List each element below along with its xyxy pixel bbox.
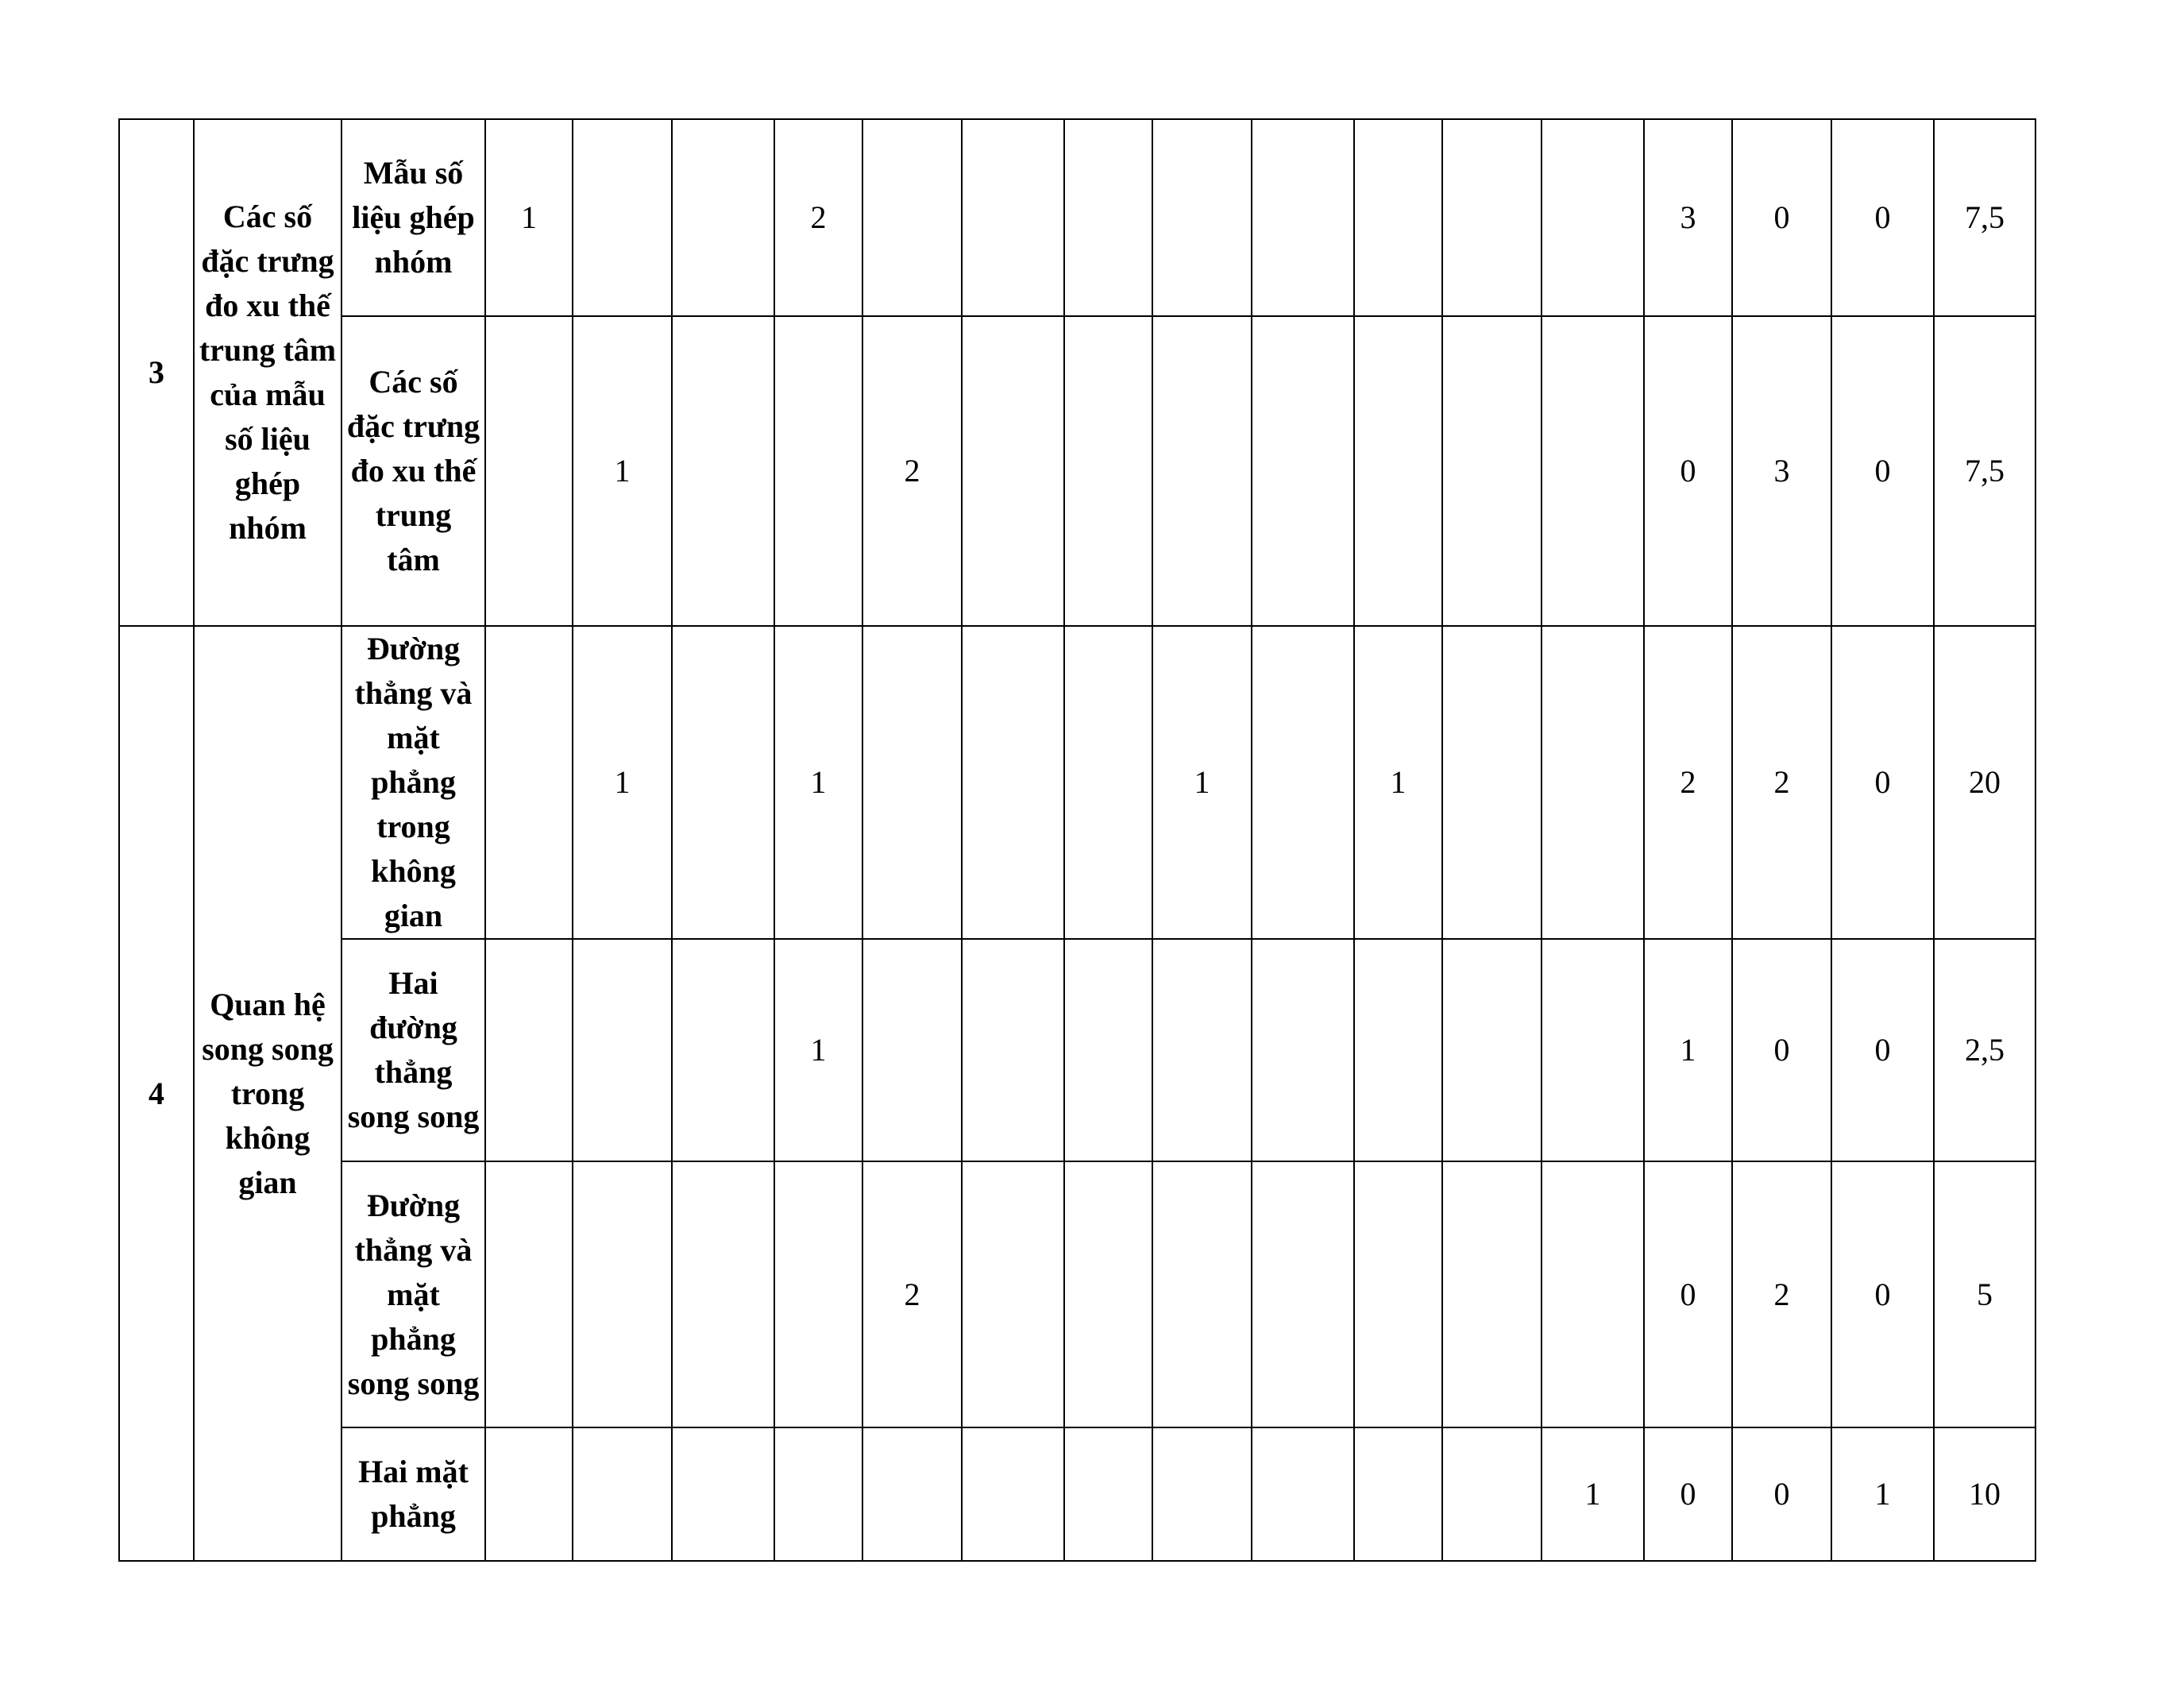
value-cell [1064, 939, 1152, 1161]
value-cell [1542, 1161, 1644, 1427]
value-cell: 0 [1831, 626, 1934, 939]
value-cell: 2 [1732, 626, 1831, 939]
value-cell [1542, 939, 1644, 1161]
value-cell: 5 [1934, 1161, 2035, 1427]
value-cell [962, 316, 1064, 626]
value-cell [1064, 1161, 1152, 1427]
value-cell [774, 1161, 862, 1427]
value-cell: 0 [1831, 316, 1934, 626]
value-cell [1542, 119, 1644, 316]
value-cell: 0 [1644, 1427, 1732, 1561]
value-cell [573, 1161, 672, 1427]
value-cell [1442, 1161, 1542, 1427]
value-cell [1542, 626, 1644, 939]
value-cell: 1 [1354, 626, 1442, 939]
value-cell [573, 119, 672, 316]
value-cell: 0 [1732, 939, 1831, 1161]
value-cell [485, 939, 573, 1161]
value-cell [962, 1427, 1064, 1561]
value-cell [1252, 316, 1354, 626]
value-cell: 3 [1644, 119, 1732, 316]
value-cell [1064, 1427, 1152, 1561]
value-cell [962, 939, 1064, 1161]
value-cell: 0 [1831, 119, 1934, 316]
value-cell: 0 [1732, 1427, 1831, 1561]
subtopic-cell: Đường thẳng và mặt phẳng trong không gian [341, 626, 485, 939]
subtopic-cell: Các số đặc trưng đo xu thế trung tâm [341, 316, 485, 626]
row-number-cell: 4 [119, 626, 194, 1561]
value-cell [573, 1427, 672, 1561]
value-cell: 1 [485, 119, 573, 316]
topic-cell: Quan hệ song song trong không gian [194, 626, 341, 1561]
value-cell [1252, 939, 1354, 1161]
exam-matrix-table [118, 118, 2036, 1562]
table-row [119, 626, 2035, 939]
value-cell: 1 [1831, 1427, 1934, 1561]
value-cell: 1 [573, 316, 672, 626]
value-cell: 0 [1644, 1161, 1732, 1427]
value-cell [1442, 626, 1542, 939]
value-cell [962, 119, 1064, 316]
value-cell [672, 316, 774, 626]
value-cell: 2 [862, 316, 962, 626]
value-cell [1442, 939, 1542, 1161]
value-cell [862, 1427, 962, 1561]
value-cell [1252, 119, 1354, 316]
value-cell [573, 939, 672, 1161]
table-row [119, 316, 2035, 626]
table-row [119, 119, 2035, 316]
row-number-cell: 3 [119, 119, 194, 626]
value-cell: 1 [774, 939, 862, 1161]
value-cell [1252, 1161, 1354, 1427]
topic-cell: Các số đặc trưng đo xu thế trung tâm của mẫu số liệu ghép nhóm [194, 119, 341, 626]
value-cell [1354, 119, 1442, 316]
value-cell: 2,5 [1934, 939, 2035, 1161]
value-cell: 2 [862, 1161, 962, 1427]
subtopic-cell: Hai mặt phẳng [341, 1427, 485, 1561]
value-cell: 0 [1732, 119, 1831, 316]
value-cell [485, 316, 573, 626]
value-cell: 7,5 [1934, 119, 2035, 316]
value-cell [1542, 316, 1644, 626]
value-cell [962, 1161, 1064, 1427]
value-cell: 3 [1732, 316, 1831, 626]
value-cell: 1 [1152, 626, 1252, 939]
value-cell [1442, 316, 1542, 626]
value-cell [1252, 626, 1354, 939]
value-cell [1252, 1427, 1354, 1561]
subtopic-cell: Mẫu số liệu ghép nhóm [341, 119, 485, 316]
value-cell: 0 [1644, 316, 1732, 626]
table-row [119, 1161, 2035, 1427]
value-cell [1152, 1161, 1252, 1427]
table-row [119, 1427, 2035, 1561]
value-cell: 0 [1831, 1161, 1934, 1427]
value-cell [862, 626, 962, 939]
value-cell [672, 1427, 774, 1561]
value-cell [672, 626, 774, 939]
value-cell [485, 626, 573, 939]
value-cell [774, 316, 862, 626]
value-cell [1442, 1427, 1542, 1561]
value-cell [1152, 119, 1252, 316]
value-cell: 10 [1934, 1427, 2035, 1561]
value-cell [962, 626, 1064, 939]
value-cell [485, 1427, 573, 1561]
value-cell [1152, 939, 1252, 1161]
value-cell: 1 [573, 626, 672, 939]
value-cell: 0 [1831, 939, 1934, 1161]
value-cell: 7,5 [1934, 316, 2035, 626]
value-cell [1064, 316, 1152, 626]
subtopic-cell: Hai đường thẳng song song [341, 939, 485, 1161]
value-cell [1354, 316, 1442, 626]
matrix-body [119, 119, 2035, 1561]
value-cell: 1 [774, 626, 862, 939]
value-cell: 2 [1644, 626, 1732, 939]
value-cell: 2 [774, 119, 862, 316]
value-cell [672, 119, 774, 316]
value-cell [1152, 316, 1252, 626]
value-cell: 1 [1644, 939, 1732, 1161]
value-cell [774, 1427, 862, 1561]
table-row [119, 939, 2035, 1161]
subtopic-cell: Đường thẳng và mặt phẳng song song [341, 1161, 485, 1427]
value-cell [1064, 626, 1152, 939]
value-cell [672, 1161, 774, 1427]
value-cell: 2 [1732, 1161, 1831, 1427]
value-cell [862, 939, 962, 1161]
value-cell [1354, 1161, 1442, 1427]
value-cell [1442, 119, 1542, 316]
value-cell: 20 [1934, 626, 2035, 939]
value-cell: 1 [1542, 1427, 1644, 1561]
value-cell [1354, 939, 1442, 1161]
value-cell [1064, 119, 1152, 316]
value-cell [1354, 1427, 1442, 1561]
value-cell [862, 119, 962, 316]
value-cell [1152, 1427, 1252, 1561]
value-cell [485, 1161, 573, 1427]
value-cell [672, 939, 774, 1161]
